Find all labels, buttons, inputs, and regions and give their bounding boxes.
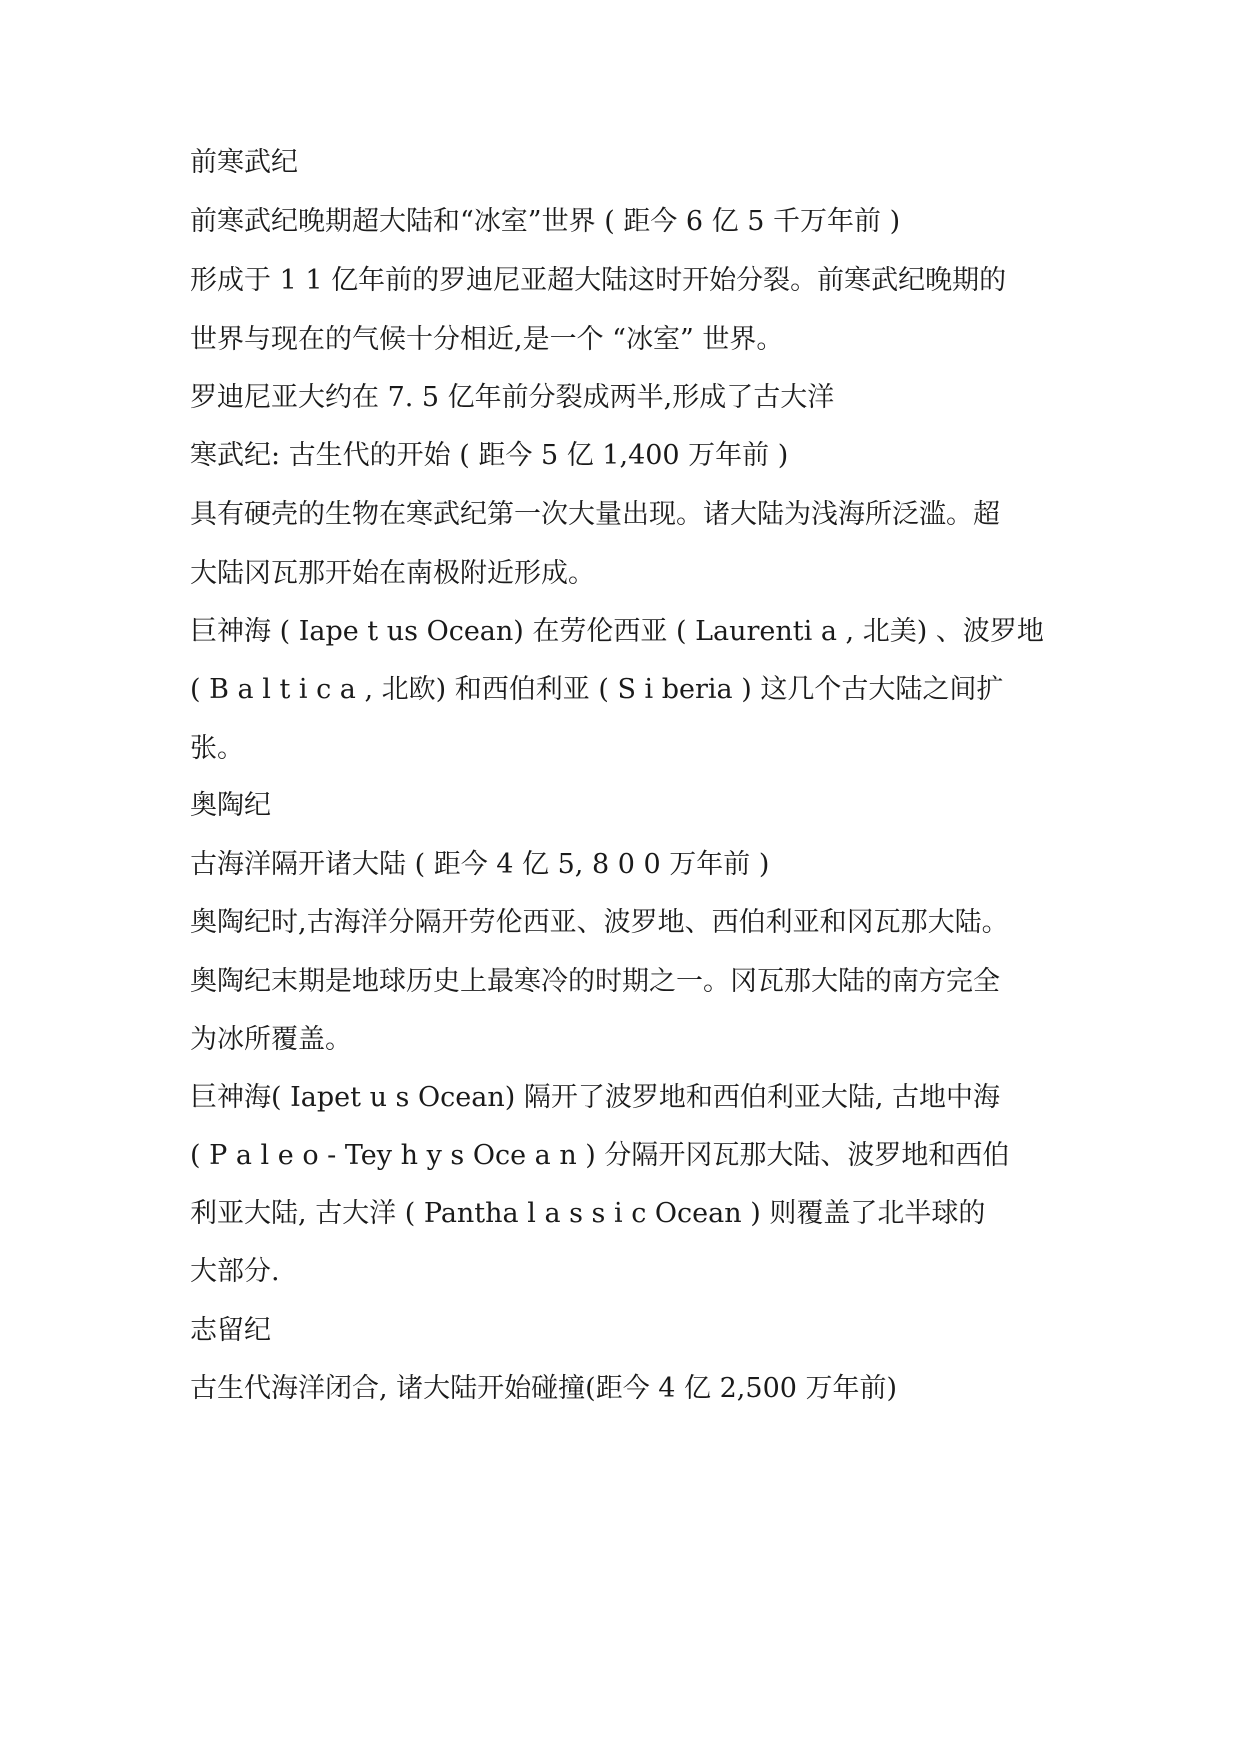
paragraph-line: 为冰所覆盖。 <box>190 1024 352 1055</box>
subheading-late-precambrian: 前寒武纪晚期超大陆和“冰室”世界 ( 距今 6 亿 5 千万年前 ) <box>190 206 901 237</box>
paragraph-line: 巨神海 ( Iape t us Ocean) 在劳伦西亚 ( Laurenti a , 北美) 、波罗地 <box>190 616 1044 647</box>
paragraph-line: ( P a l e o - Tey h y s Oce a n ) 分隔开冈瓦那大陆、波罗地和西伯 <box>190 1140 1010 1171</box>
paragraph-line: 奥陶纪时,古海洋分隔开劳伦西亚、波罗地、西伯利亚和冈瓦那大陆。 <box>190 907 1009 938</box>
heading-precambrian: 前寒武纪 <box>190 147 298 178</box>
paragraph-line: 奥陶纪末期是地球历史上最寒冷的时期之一。冈瓦那大陆的南方完全 <box>190 966 1000 997</box>
paragraph-line: 张。 <box>190 733 244 764</box>
paragraph-line: 利亚大陆, 古大洋 ( Pantha l a s s i c Ocean ) 则覆盖了北半球的 <box>190 1198 986 1229</box>
heading-ordovician: 奥陶纪 <box>190 790 271 821</box>
paragraph-line: 巨神海( Iapet u s Ocean) 隔开了波罗地和西伯利亚大陆, 古地中海 <box>190 1082 1000 1113</box>
subheading-cambrian: 寒武纪: 古生代的开始 ( 距今 5 亿 1,400 万年前 ) <box>190 440 789 471</box>
paragraph-line: ( B a l t i c a , 北欧) 和西伯利亚 ( S i beria ) 这几个古大陆之间扩 <box>190 674 1004 705</box>
heading-silurian: 志留纪 <box>190 1315 271 1346</box>
paragraph-line: 罗迪尼亚大约在 7. 5 亿年前分裂成两半,形成了古大洋 <box>190 382 835 413</box>
paragraph-line: 世界与现在的气候十分相近,是一个 “冰室” 世界。 <box>190 324 784 355</box>
subheading-ordovician: 古海洋隔开诸大陆 ( 距今 4 亿 5, 8 0 0 万年前 ) <box>190 849 770 880</box>
paragraph-line: 大陆冈瓦那开始在南极附近形成。 <box>190 558 595 589</box>
paragraph-line: 形成于 1 1 亿年前的罗迪尼亚超大陆这时开始分裂。前寒武纪晚期的 <box>190 265 1007 296</box>
subheading-silurian: 古生代海洋闭合, 诸大陆开始碰撞(距今 4 亿 2,500 万年前) <box>190 1373 898 1404</box>
paragraph-line: 具有硬壳的生物在寒武纪第一次大量出现。诸大陆为浅海所泛滥。超 <box>190 499 1000 530</box>
paragraph-line: 大部分. <box>190 1256 280 1287</box>
